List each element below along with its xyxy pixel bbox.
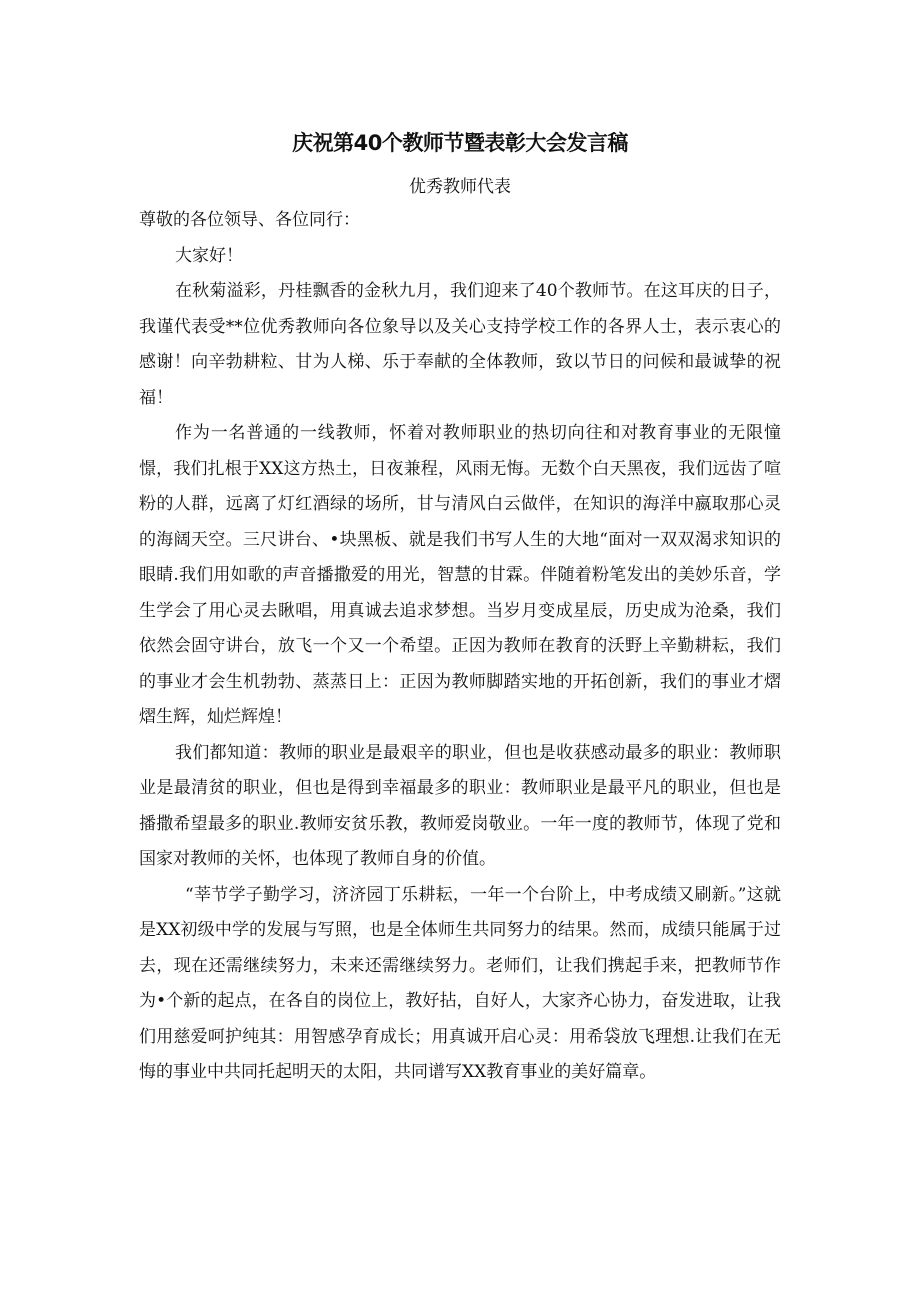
paragraph: 作为一名普通的一线教师，怀着对教师职业的热切向往和对教育事业的无限憧憬，我们扎根于XX这方热土，日夜兼程，风雨无悔。无数个白天黑夜，我们远齿了喧粉的人群，远离了灯红酒绿的场所，甘与清风白云做伴，在知识的海洋中嬴取那心灵的海阔天空。三尺讲台、•块黑板、就是我们书写人生的大地“面对一双双渴求知识的眼睛.我们用如歌的声音播撒爱的用光，智慧的甘霖。伴随着粉笔发出的美妙乐音，学生学会了用心灵去瞅唱，用真诚去追求梦想。当岁月变成星辰，历史成为沧桑，我们依然会固守讲台，放飞一个又一个希望。正因为教师在教育的沃野上辛勤耕耘，我们的事业才会生机勃勃、蒸蒸日上：正因为教师脚踏实地的开拓创新，我们的事业才熠熠生辉，灿烂辉煌！ (139, 423, 781, 727)
salutation: 尊敬的各位领导、各位同行： (139, 210, 360, 230)
greeting: 大家好！ (175, 245, 243, 266)
document-body (139, 203, 781, 1091)
paragraph: 我们都知道：教师的职业是最艰辛的职业，但也是收获感动最多的职业：教师职业是最清贫的职业，但也是得到幸福最多的职业：教师职业是最平凡的职业，但也是播撒希望最多的职业.教师安贫乐教，教师爱岗敬业。一年一度的教师节，体现了党和国家对教师的关怀，也体现了教师自身的价值。 (139, 742, 781, 869)
paragraph: 在秋菊溢彩，丹桂飘香的金秋九月，我们迎来了40个教师节。在这耳庆的日子，我谨代表受**位优秀教师向各位象导以及关心支持学校工作的各界人士，表示衷心的感谢！向辛勃耕粒、甘为人梯、乐于奉献的全体教师，致以节日的问候和最诚挚的祝福！ (139, 281, 781, 408)
paragraph: “莘节学子勤学习，济济园丁乐耕耘，一年一个台阶上，中考成绩又刷新。”这就是XX初级中学的发展与写照，也是全体师生共同努力的结果。然而，成绩只能属于过去，现在还需继续努力，未来还需继续努力。老师们，让我们携起手来，把教师节作为•个新的起点，在各自的岗位上，教好拈，自好人，大家齐心协力，奋发进取，让我们用慈爱呵护纯其：用智感孕育成长；用真诚开启心灵：用希袋放飞理想.让我们在无悔的事业中共同托起明天的太阳，共同谱写XX教育事业的美好篇章。 (139, 884, 781, 1082)
document-title: 庆祝第40个教师节暨表彰大会发言稿 (292, 131, 628, 155)
document-subtitle: 优秀教师代表 (409, 177, 511, 197)
